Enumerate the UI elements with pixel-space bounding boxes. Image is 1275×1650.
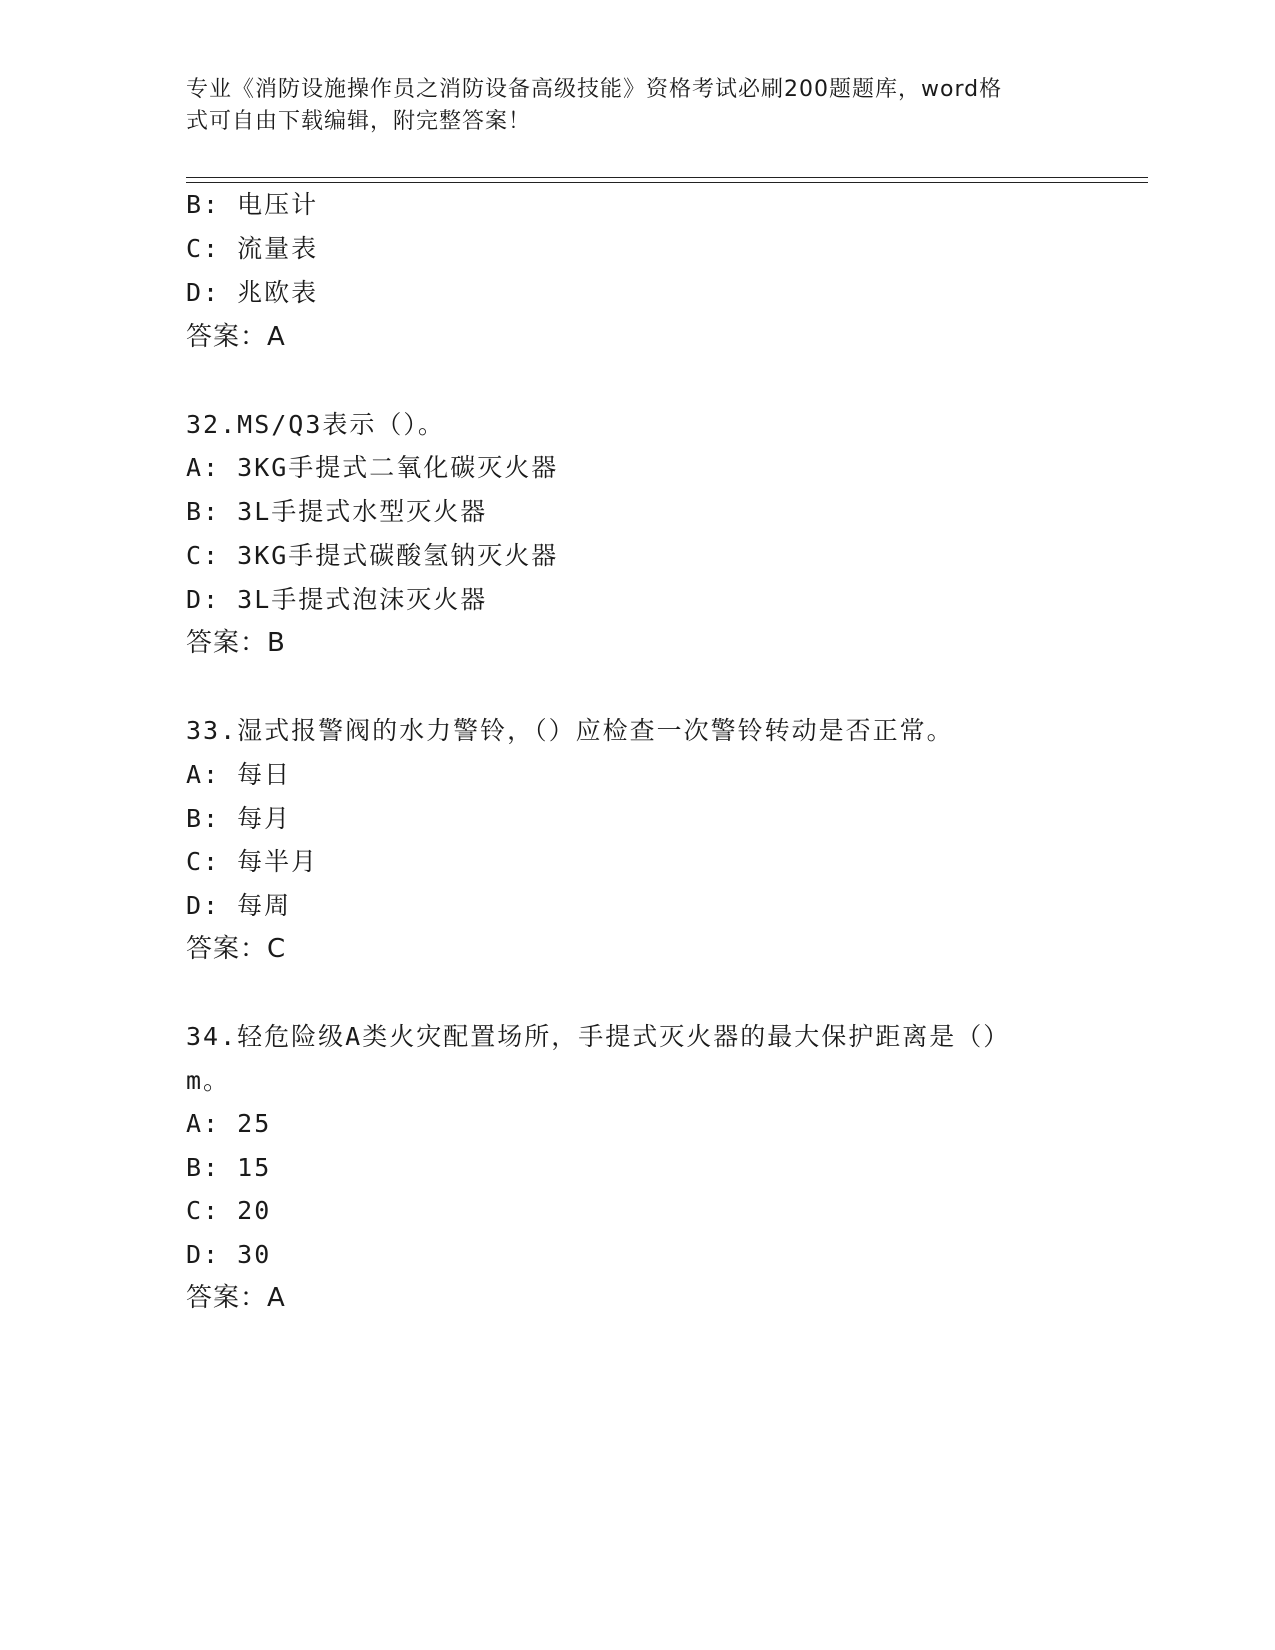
header-line-2: 式可自由下载编辑，附完整答案！ [186, 109, 532, 134]
q31-option-d: D: 兆欧表 [186, 278, 319, 307]
header-line-1: 专业《消防设施操作员之消防设备高级技能》资格考试必刷200题题库，word格 [186, 77, 1003, 102]
q33-option-b: B: 每月 [186, 804, 292, 833]
header-divider-bottom [186, 182, 1148, 183]
header-divider-top [186, 177, 1148, 178]
q32-answer: 答案：B [186, 628, 286, 658]
q33-option-a: A: 每日 [186, 760, 292, 789]
q32-question: 32.MS/Q3表示（）。 [186, 410, 445, 439]
q31-answer: 答案：A [186, 322, 286, 352]
q33-answer: 答案：C [186, 934, 287, 964]
q34-answer: 答案：A [186, 1283, 286, 1313]
q32-option-c: C: 3KG手提式碳酸氢钠灭火器 [186, 541, 559, 570]
q34-option-c: C: 20 [186, 1196, 272, 1225]
q33-question: 33.湿式报警阀的水力警铃，（）应检查一次警铃转动是否正常。 [186, 716, 954, 745]
q34-option-b: B: 15 [186, 1153, 272, 1182]
q32-option-b: B: 3L手提式水型灭火器 [186, 497, 488, 526]
document-header [186, 74, 1066, 138]
q34-question-line-1: 34.轻危险级A类火灾配置场所，手提式灭火器的最大保护距离是（） [186, 1022, 1011, 1051]
q33-option-c: C: 每半月 [186, 847, 319, 876]
q33-option-d: D: 每周 [186, 891, 292, 920]
q31-option-b: B: 电压计 [186, 190, 319, 219]
q34-option-d: D: 30 [186, 1240, 272, 1269]
q34-question-line-2: m。 [186, 1066, 231, 1095]
q32-option-a: A: 3KG手提式二氧化碳灭火器 [186, 453, 559, 482]
q34-option-a: A: 25 [186, 1109, 272, 1138]
q31-option-c: C: 流量表 [186, 234, 319, 263]
q32-option-d: D: 3L手提式泡沫灭火器 [186, 585, 488, 614]
